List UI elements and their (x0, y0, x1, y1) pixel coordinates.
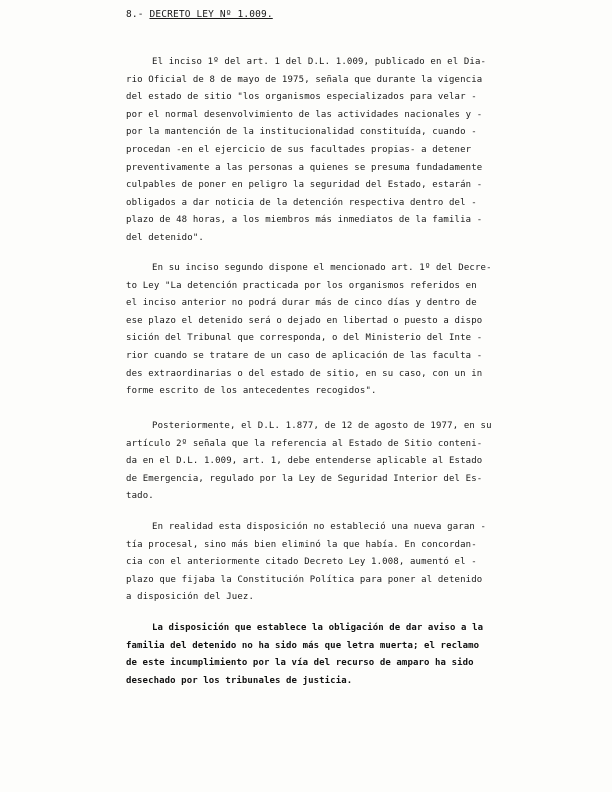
text-line: ese plazo el detenido será o dejado en libertad o puesto a dispo (126, 315, 483, 326)
text-line: culpables de poner en peligro la seguridad del Estado, estarán - (126, 180, 483, 191)
text-line: En realidad esta disposición no estableció una nueva garan - (152, 522, 487, 532)
text-line: tado. (126, 491, 154, 502)
text-line: de Emergencia, regulado por la Ley de Seguridad Interior del Es- (126, 473, 483, 484)
paragraph-2 (126, 260, 554, 401)
paragraph-3 (126, 418, 554, 506)
text-line: En su inciso segundo dispone el mencionado art. 1º del Decre- (152, 263, 492, 273)
paragraph-1 (126, 54, 554, 248)
text-line: a disposición del Juez. (126, 592, 255, 603)
text-line: cia con el anteriormente citado Decreto Ley 1.008, aumentó el - (126, 557, 477, 568)
text-line: tía procesal, sino más bien eliminó la que había. En concordan- (126, 539, 477, 550)
text-line: artículo 2º señala que la referencia al Estado de Sitio conteni- (126, 438, 483, 449)
text-line: de este incumplimiento por la vía del recurso de amparo ha sido (126, 658, 474, 669)
text-line: familia del detenido no ha sido más que letra muerta; el reclamo (126, 640, 480, 651)
text-line: el inciso anterior no podrá durar más de cinco días y dentro de (126, 298, 477, 309)
text-line: obligados a dar noticia de la detención respectiva dentro del - (126, 197, 477, 208)
text-line: por el normal desenvolvimiento de las actividades nacionales y - (126, 109, 483, 120)
section-title: DECRETO LEY Nº 1.009. (149, 9, 273, 20)
text-line: rio Oficial de 8 de mayo de 1975, señala que durante la vigencia (126, 74, 483, 85)
text-line: preventivamente a las personas a quienes se presuma fundadamente (126, 162, 483, 173)
paragraph-5 (126, 620, 554, 690)
text-line: des extraordinarias o del estado de sitio, en su caso, con un in (126, 368, 483, 379)
text-line: desechado por los tribunales de justicia. (126, 675, 353, 686)
text-line: sición del Tribunal que corresponda, o del Ministerio del Inte - (126, 333, 483, 344)
text-line: rior cuando se tratare de un caso de aplicación de las faculta - (126, 350, 483, 361)
text-line: por la mantención de la institucionalidad constituída, cuando - (126, 127, 477, 138)
section-number: 8.- (126, 9, 144, 20)
text-line: to Ley "La detención practicada por los organismos referidos en (126, 280, 477, 291)
text-line: del detenido". (126, 232, 204, 243)
text-line: del estado de sitio "los organismos especializados para velar - (126, 92, 477, 103)
text-line: procedan -en el ejercicio de sus facultades propias- a detener (126, 144, 472, 155)
text-line: plazo que fijaba la Constitución Política para poner al detenido (126, 574, 483, 585)
text-line: forme escrito de los antecedentes recogidos". (126, 386, 377, 397)
text-line: plazo de 48 horas, a los miembros más inmediatos de la familia - (126, 215, 483, 226)
text-line: El inciso 1º del art. 1 del D.L. 1.009, publicado en el Dia- (152, 57, 487, 67)
section-heading (126, 6, 273, 24)
text-line: Posteriormente, el D.L. 1.877, de 12 de agosto de 1977, en su (152, 421, 492, 431)
text-line: da en el D.L. 1.009, art. 1, debe entenderse aplicable al Estado (126, 456, 483, 467)
paragraph-4 (126, 519, 554, 607)
text-line: La disposición que establece la obligación de dar aviso a la (152, 623, 484, 633)
